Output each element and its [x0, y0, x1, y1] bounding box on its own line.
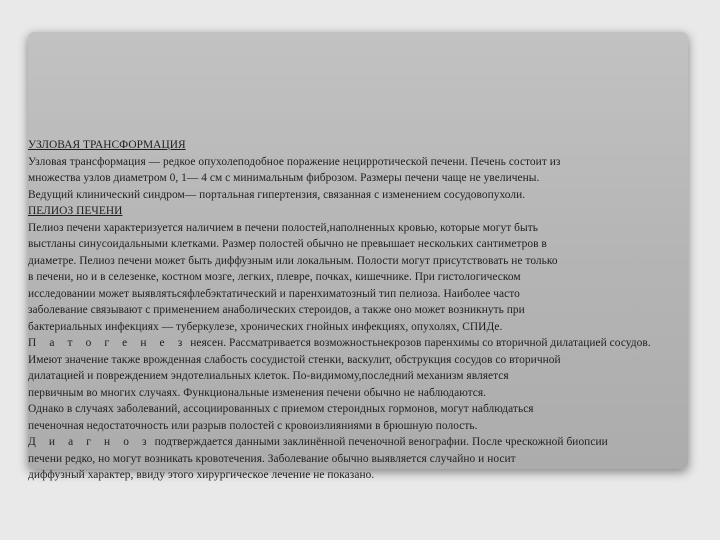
diagnosis-line [28, 434, 692, 451]
text-line: Пелиоз печени характеризуется наличием в печени полостей,наполненных кровью, которые могут быть [28, 221, 539, 234]
text-line: исследовании может выявлятьсяфлебэктатический и паренхиматозный тип пелиоза. Наиболее часто [28, 287, 520, 300]
section-heading-peliosis: ПЕЛИОЗ ПЕЧЕНИ [28, 205, 123, 217]
slide-text [28, 137, 692, 484]
pathogenesis-line [28, 335, 692, 352]
text-line: Ведущий клинический синдром— портальная гипертензия, связанная с изменением сосудовопухоли. [28, 188, 526, 201]
text-line: подтверждается данными заклинённой печеночной венографии. После чрескожной биопсии [151, 436, 608, 448]
diagnosis-label: Д и а г н о з [28, 436, 152, 448]
text-line: заболевание связывают с применением анаболических стероидов, а также оно может возникнуть при [28, 304, 525, 316]
text-line: множества узлов диаметром 0, 1— 4 см с минимальным фиброзом. Размеры печени чаще не увеличены. [28, 172, 540, 184]
text-line: неясен. Рассматривается возможностьнекрозов паренхимы со вторичной дилатацией сосудов. [187, 337, 651, 349]
text-line: бактериальных инфекциях — туберкулезе, хронических гнойных инфекциях, опухолях, СПИДе. [28, 320, 503, 333]
text-line: печеночная недостаточность или разрыв полостей с кровоизлияниями в брюшную полость. [28, 419, 478, 432]
text-line: Однако в случаях заболеваний, ассоциированных с приемом стероидных гормонов, могут наблюдаться [28, 403, 534, 415]
text-line: диффузный характер, ввиду этого хирургическое лечение не показано. [28, 469, 375, 481]
text-line: диаметре. Пелиоз печени может быть диффузным или локальным. Полости могут присутствовать не только [28, 254, 558, 267]
text-line: первичным во многих случаях. Функциональные изменения печени обычно не наблюдаются. [28, 386, 487, 399]
section-heading-nodular-transformation: УЗЛОВАЯ ТРАНСФОРМАЦИЯ [28, 139, 186, 151]
pathogenesis-label: П а т о г е н е з [28, 337, 188, 349]
text-line: Узловая трансформация — редкое опухолеподобное поражение нецирротической печени. Печень состоит из [28, 155, 561, 168]
text-line: в печени, но и в селезенке, костном мозге, легких, плевре, почках, кишечнике. При гистологическом [28, 271, 521, 283]
text-line: выстланы синусоидальными клетками. Размер полостей обычно не превышает нескольких сантиметров в [28, 238, 547, 250]
text-line: печени редко, но могут возникать кровотечения. Заболевание обычно выявляется случайно и носит [28, 452, 516, 465]
text-line: дилатацией и повреждением эндотелиальных клеток. По-видимому,последний механизм является [28, 370, 509, 382]
text-line: Имеют значение также врожденная слабость сосудистой стенки, васкулит, обструкция сосудов со вторичной [28, 353, 561, 366]
